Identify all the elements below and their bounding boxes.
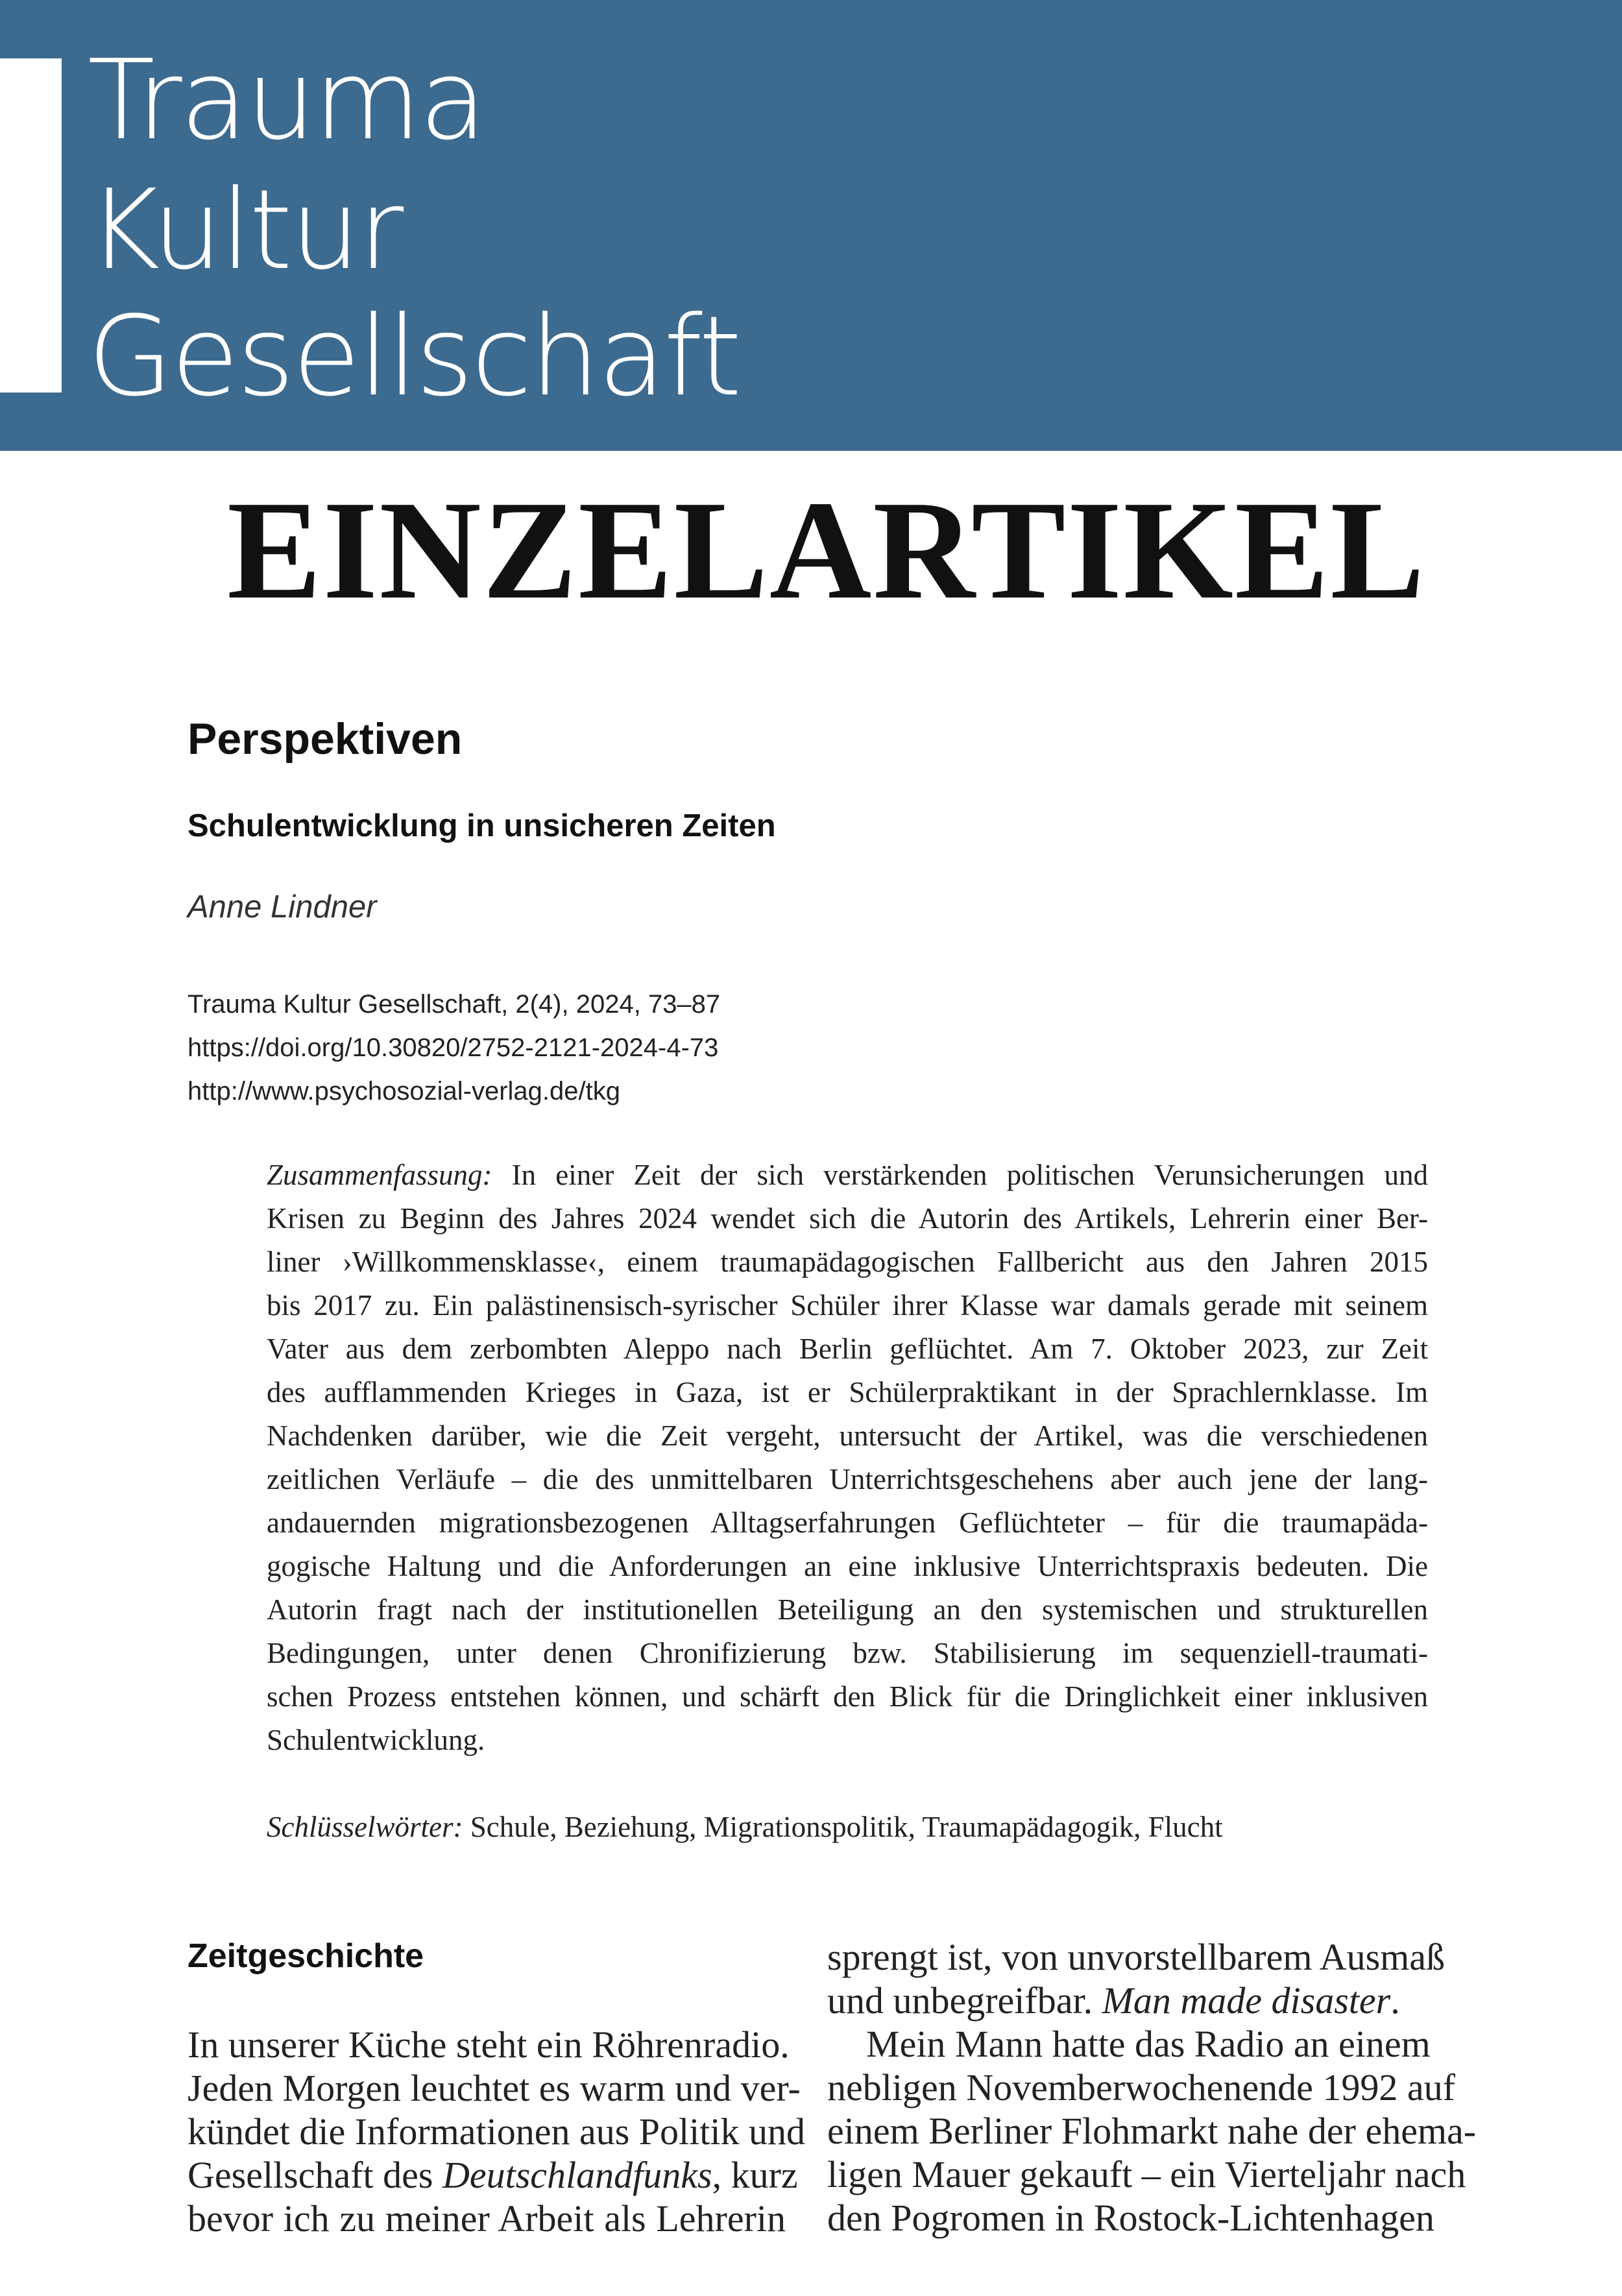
body-line: Gesellschaft des Deutschlandfunks, kurz: [188, 2154, 798, 2196]
journal-header: [0, 0, 1622, 451]
keywords: [267, 1810, 1223, 1844]
abstract-line: gogische Haltung und die Anforderungen an eine inklusive Unterrichtspraxis bedeuten. Die: [267, 1550, 1428, 1582]
abstract-line: bis 2017 zu. Ein palästinensisch-syrischer Schüler ihrer Klasse war damals gerade mit seinem: [267, 1289, 1428, 1322]
abstract-line: Vater aus dem zerbombten Aleppo nach Berlin geflüchtet. Am 7. Oktober 2023, zur Zeit: [267, 1333, 1428, 1365]
body-line: nebligen Novemberwochenende 1992 auf: [827, 2066, 1455, 2109]
abstract-line: Bedingungen, unter denen Chronifizierung bzw. Stabilisierung im sequenziell-traumati-: [267, 1637, 1428, 1669]
header-accent-bar: [0, 58, 62, 393]
author: Anne Lindner: [188, 889, 377, 924]
body-line: ligen Mauer gekauft – ein Vierteljahr nach: [827, 2153, 1466, 2195]
abstract-line: Nachdenken darüber, wie die Zeit vergeht, untersucht der Artikel, was die verschiedenen: [267, 1420, 1428, 1452]
citation-reference: Trauma Kultur Gesellschaft, 2(4), 2024, 73–87: [188, 990, 721, 1019]
keywords-label: Schlüsselwörter:: [267, 1811, 463, 1843]
abstract-line: andauernden migrationsbezogenen Alltagserfahrungen Geflüchteter – für die traumapäda-: [267, 1506, 1428, 1539]
abstract-line: zeitlichen Verläufe – die des unmittelbaren Unterrichtsgeschehens aber auch jene der lang-: [267, 1463, 1428, 1495]
body-column-left: [188, 2023, 806, 2240]
abstract: [267, 1154, 1428, 1762]
banner-title: EINZELARTIKEL: [227, 472, 1426, 629]
abstract-line: Schulentwicklung.: [267, 1724, 485, 1756]
abstract-line: Zusammenfassung: In einer Zeit der sich verstärkenden politischen Verunsicherungen und: [267, 1159, 1428, 1191]
body-line: Jeden Morgen leuchtet es warm und ver-: [188, 2067, 801, 2109]
body-line: In unserer Küche steht ein Röhrenradio.: [188, 2024, 790, 2066]
article-title: Schulentwicklung in unsicheren Zeiten: [188, 808, 776, 843]
body-line: kündet die Informationen aus Politik und: [188, 2110, 806, 2153]
abstract-line: Autorin fragt nach der institutionellen Beteiligung an den systemischen und strukturellen: [267, 1593, 1428, 1626]
body-line: und unbegreifbar. Man made disaster.: [827, 1979, 1400, 2022]
citation-doi[interactable]: https://doi.org/10.30820/2752-2121-2024-4-73: [188, 1033, 719, 1062]
rubric: Perspektiven: [188, 714, 463, 764]
body-column-right: [827, 1935, 1477, 2240]
abstract-line: des aufflammenden Krieges in Gaza, ist er Schülerpraktikant in der Sprachlernklasse. Im: [267, 1376, 1428, 1408]
citation-url[interactable]: http://www.psychosozial-verlag.de/tkg: [188, 1077, 620, 1106]
abstract-line: schen Prozess entstehen können, und schärft den Blick für die Dringlichkeit einer inklusiven: [267, 1680, 1428, 1713]
body-line: bevor ich zu meiner Arbeit als Lehrerin: [188, 2197, 786, 2240]
abstract-line: liner ›Willkommensklasse‹, einem traumapädagogischen Fallbericht aus den Jahren 2015: [267, 1246, 1428, 1278]
keywords-text: Schule, Beziehung, Migrationspolitik, Traumapädagogik, Flucht: [463, 1811, 1223, 1843]
body-line: Mein Mann hatte das Radio an einem: [866, 2023, 1431, 2065]
abstract-label: Zusammenfassung:: [267, 1159, 492, 1191]
body-line: sprengt ist, von unvorstellbarem Ausmaß: [827, 1936, 1446, 1978]
body-line: den Pogromen in Rostock-Lichtenhagen: [827, 2197, 1434, 2239]
citation: [188, 983, 720, 1113]
body-line: einem Berliner Flohmarkt nahe der ehema-: [827, 2110, 1477, 2152]
abstract-line: Krisen zu Beginn des Jahres 2024 wendet sich die Autorin des Artikels, Lehrerin einer Ber-: [267, 1202, 1428, 1235]
journal-title-line1: Trauma: [88, 36, 485, 165]
journal-title-line3: Gesellschaft: [88, 293, 740, 421]
journal-title-line2: Kultur: [88, 166, 402, 295]
section-heading: Zeitgeschichte: [188, 1937, 424, 1975]
